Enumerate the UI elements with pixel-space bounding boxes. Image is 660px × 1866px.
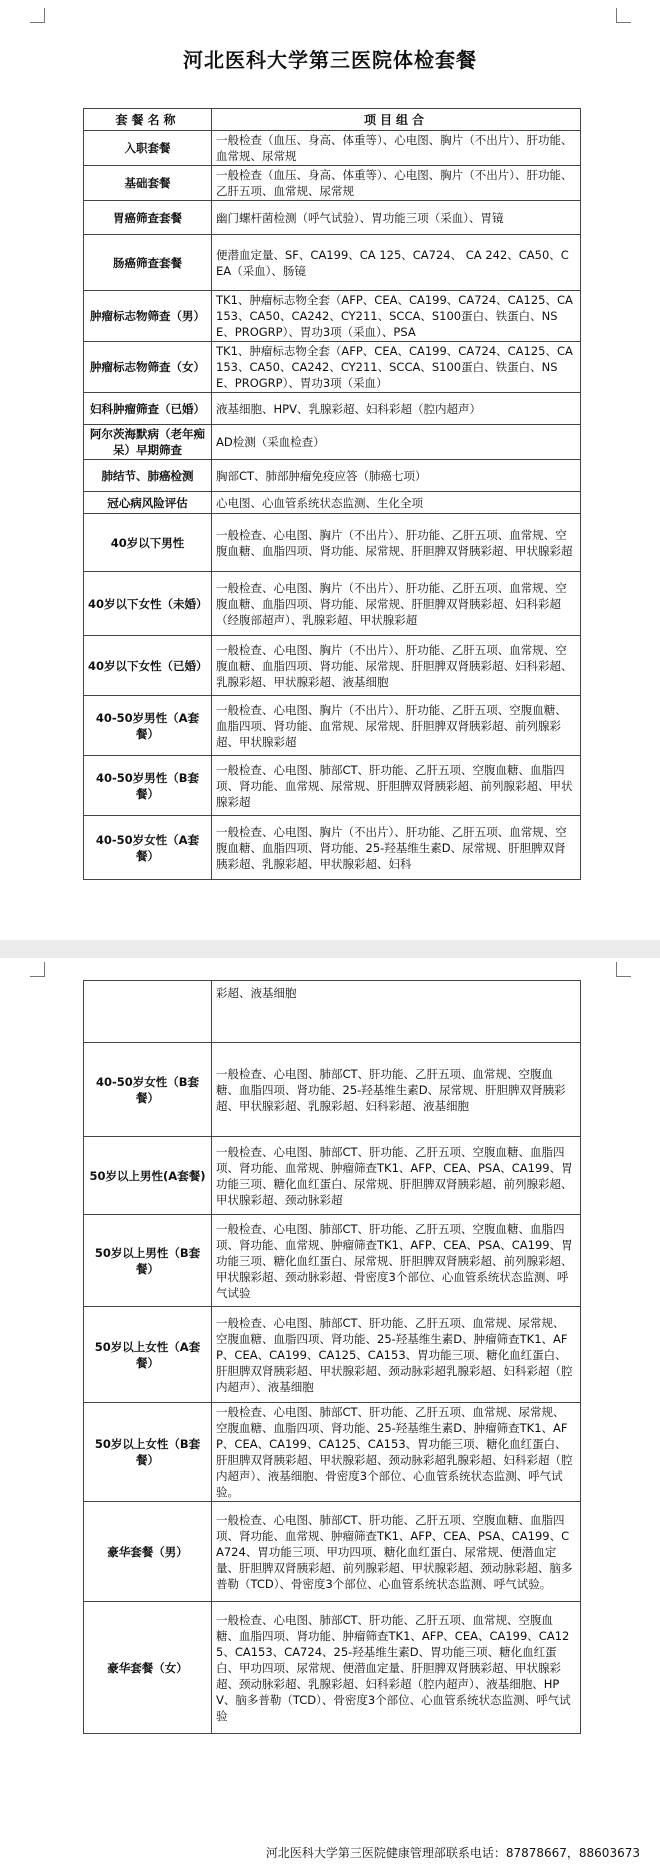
table-row xyxy=(84,1502,581,1602)
package-items: TK1、肿瘤标志物全套（AFP、CEA、CA199、CA724、CA125、CA153、CA50、CA242、CY211、SCCA、S100蛋白、铁蛋白、NSE、PROGRP）、胃功3项（采血）、PSA xyxy=(212,291,581,342)
crop-mark xyxy=(30,962,45,977)
page-gap xyxy=(0,940,660,958)
table-body xyxy=(84,131,581,880)
package-name: 50岁以上女性（A套餐） xyxy=(84,1307,212,1403)
package-name: 肠癌筛查套餐 xyxy=(84,235,212,291)
package-name: 50岁以上男性（B套餐） xyxy=(84,1215,212,1307)
table-row xyxy=(84,492,581,514)
package-table xyxy=(83,108,581,880)
table-row xyxy=(84,460,581,492)
package-items: 心电图、心血管系统状态监测、生化全项 xyxy=(212,492,581,514)
package-name: 40-50岁女性（A套餐） xyxy=(84,816,212,880)
table-row xyxy=(84,425,581,460)
package-items: 一般检查、心电图、肺部CT、肝功能、乙肝五项、空腹血糖、血脂四项、肾功能、血常规、肿瘤筛查TK1、AFP、CEA、PSA、CA199、胃功能三项、糖化血红蛋白、尿常规、肝胆脾双肾胰彩超、前列腺彩超、甲状腺彩超、颈动脉彩超、骨密度3个部位、心血管系统状态监测、呼气试验 xyxy=(212,1215,581,1307)
table-row xyxy=(84,572,581,636)
package-items: 一般检查（血压、身高、体重等）、心电图、胸片（不出片）、肝功能、乙肝五项、血常规、尿常规 xyxy=(212,166,581,201)
package-items: 一般检查（血压、身高、体重等）、心电图、胸片（不出片）、肝功能、血常规、尿常规 xyxy=(212,131,581,166)
package-name: 肿瘤标志物筛查（女） xyxy=(84,342,212,393)
table-row xyxy=(84,393,581,425)
package-name: 肿瘤标志物筛查（男） xyxy=(84,291,212,342)
table-row xyxy=(84,981,581,1043)
package-name: 入职套餐 xyxy=(84,131,212,166)
package-name: 妇科肿瘤筛查（已婚） xyxy=(84,393,212,425)
page-title: 河北医科大学第三医院体检套餐 xyxy=(183,48,477,72)
package-items: 胸部CT、肺部肿瘤免疫应答（肺癌七项） xyxy=(212,460,581,492)
package-name: 40岁以下女性（未婚） xyxy=(84,572,212,636)
package-items: AD检测（采血检查） xyxy=(212,425,581,460)
package-name: 50岁以上女性（B套餐） xyxy=(84,1403,212,1502)
document-page-2 xyxy=(0,958,660,1866)
table-row xyxy=(84,131,581,166)
table-row xyxy=(84,514,581,572)
package-name: 豪华套餐（男） xyxy=(84,1502,212,1602)
table-body xyxy=(84,981,581,1734)
header-items: 项目组合 xyxy=(212,109,581,131)
table-row xyxy=(84,342,581,393)
table-row xyxy=(84,201,581,235)
package-name: 肺结节、肺癌检测 xyxy=(84,460,212,492)
crop-mark xyxy=(616,8,631,23)
package-table-continued xyxy=(83,980,581,1734)
table-row xyxy=(84,816,581,880)
package-items: 一般检查、心电图、胸片（不出片）、肝功能、乙肝五项、血常规、空腹血糖、血脂四项、肾功能、尿常规、肝胆脾双肾胰彩超、妇科彩超（经腹部超声）、乳腺彩超、甲状腺彩超 xyxy=(212,572,581,636)
table-row xyxy=(84,636,581,696)
package-name: 50岁以上男性(A套餐) xyxy=(84,1137,212,1215)
package-items: 一般检查、心电图、胸片（不出片）、肝功能、乙肝五项、空腹血糖、血脂四项、肾功能、血常规、尿常规、肝胆脾双肾胰彩超、前列腺彩超、甲状腺彩超 xyxy=(212,696,581,756)
package-items: 一般检查、心电图、胸片（不出片）、肝功能、乙肝五项、血常规、空腹血糖、血脂四项、肾功能、尿常规、肝胆脾双肾胰彩超、甲状腺彩超 xyxy=(212,514,581,572)
package-name: 冠心病风险评估 xyxy=(84,492,212,514)
package-items: 一般检查、心电图、肺部CT、肝功能、乙肝五项、血常规、尿常规、空腹血糖、血脂四项、肾功能、25-羟基维生素D、肿瘤筛查TK1、AFP、CEA、CA199、CA125、CA153、胃功能三项、糖化血红蛋白、肝胆脾双肾胰彩超、甲状腺彩超、颈动脉彩超乳腺彩超、妇科彩超（腔内超声）、液基细胞、骨密度3个部位、心血管系统状态监测、呼气试验。 xyxy=(212,1403,581,1502)
table-row xyxy=(84,696,581,756)
package-name: 40-50岁女性（B套餐） xyxy=(84,1043,212,1137)
package-name: 豪华套餐（女） xyxy=(84,1602,212,1734)
table-row xyxy=(84,1403,581,1502)
package-name: 40岁以下女性（已婚） xyxy=(84,636,212,696)
table-row xyxy=(84,756,581,816)
package-items: 液基细胞、HPV、乳腺彩超、妇科彩超（腔内超声） xyxy=(212,393,581,425)
table-row xyxy=(84,1215,581,1307)
table-row xyxy=(84,166,581,201)
table-header-row xyxy=(84,109,581,131)
table-row xyxy=(84,1043,581,1137)
header-package-name: 套餐名称 xyxy=(84,109,212,131)
package-items: 一般检查、心电图、胸片（不出片）、肝功能、乙肝五项、血常规、空腹血糖、血脂四项、肾功能、尿常规、肝胆脾双肾胰彩超、妇科彩超、乳腺彩超、甲状腺彩超、液基细胞 xyxy=(212,636,581,696)
package-name: 胃癌筛查套餐 xyxy=(84,201,212,235)
table-row xyxy=(84,1137,581,1215)
package-items: 一般检查、心电图、肺部CT、肝功能、乙肝五项、空腹血糖、血脂四项、肾功能、血常规、肿瘤筛查TK1、AFP、CEA、PSA、CA199、胃功能三项、糖化血红蛋白、尿常规、肝胆脾双肾胰彩超、前列腺彩超、甲状腺彩超、颈动脉彩超 xyxy=(212,1137,581,1215)
contact-footer: 河北医科大学第三医院健康管理部联系电话：87878667，88603673 xyxy=(265,1846,640,1860)
package-items: 一般检查、心电图、胸片（不出片）、肝功能、乙肝五项、血常规、空腹血糖、血脂四项、肾功能、25-羟基维生素D、尿常规、肝胆脾双肾胰彩超、乳腺彩超、甲状腺彩超、妇科 xyxy=(212,816,581,880)
package-items: 便潜血定量、SF、CA199、CA 125、CA724、 CA 242、CA50、CEA（采血）、肠镜 xyxy=(212,235,581,291)
crop-mark xyxy=(30,8,45,23)
table-row xyxy=(84,1307,581,1403)
package-name: 40-50岁男性（A套餐） xyxy=(84,696,212,756)
package-items: 一般检查、心电图、肺部CT、肝功能、乙肝五项、血常规、空腹血糖、血脂四项、肾功能、肿瘤筛查TK1、AFP、CEA、CA199、CA125、CA153、CA724、25-羟基维生素D、胃功能三项、糖化血红蛋白、甲功四项、尿常规、便潜血定量、肝胆脾双肾胰彩超、甲状腺彩超、颈动脉彩超、乳腺彩超、妇科彩超（腔内超声）、液基细胞、HPV、脑多普勒（TCD）、骨密度3个部位、心血管系统状态监测、呼气试验 xyxy=(212,1602,581,1734)
package-items: 一般检查、心电图、肺部CT、肝功能、乙肝五项、血常规、尿常规、空腹血糖、血脂四项、肾功能、25-羟基维生素D、肿瘤筛查TK1、AFP、CEA、CA199、CA125、CA153、胃功能三项、糖化血红蛋白、肝胆脾双肾胰彩超、甲状腺彩超、颈动脉彩超乳腺彩超、妇科彩超（腔内超声）、液基细胞 xyxy=(212,1307,581,1403)
package-items: 一般检查、心电图、肺部CT、肝功能、乙肝五项、血常规、空腹血糖、血脂四项、肾功能、25-羟基维生素D、尿常规、肝胆脾双肾胰彩超、甲状腺彩超、乳腺彩超、妇科彩超、液基细胞 xyxy=(212,1043,581,1137)
package-name: 阿尔茨海默病（老年痴呆）早期筛查 xyxy=(84,425,212,460)
package-items: 彩超、液基细胞 xyxy=(212,981,581,1043)
crop-mark xyxy=(616,962,631,977)
package-items: 一般检查、心电图、肺部CT、肝功能、乙肝五项、空腹血糖、血脂四项、肾功能、血常规、尿常规、肝胆脾双肾胰彩超、前列腺彩超、甲状腺彩超 xyxy=(212,756,581,816)
package-name: 基础套餐 xyxy=(84,166,212,201)
table-row xyxy=(84,1602,581,1734)
package-items: 幽门螺杆菌检测（呼气试验）、胃功能三项（采血）、胃镜 xyxy=(212,201,581,235)
table-row xyxy=(84,291,581,342)
table-row xyxy=(84,235,581,291)
package-items: TK1、肿瘤标志物全套（AFP、CEA、CA199、CA724、CA125、CA153、CA50、CA242、CY211、SCCA、S100蛋白、铁蛋白、NSE、PROGRP）、胃功3项（采血） xyxy=(212,342,581,393)
package-name: 40-50岁男性（B套餐） xyxy=(84,756,212,816)
package-items: 一般检查、心电图、肺部CT、肝功能、乙肝五项、空腹血糖、血脂四项、肾功能、血常规、肿瘤筛查TK1、AFP、CEA、PSA、CA199、CA724、胃功能三项、甲功四项、糖化血红蛋白、尿常规、便潜血定量、肝胆脾双肾胰彩超、前列腺彩超、甲状腺彩超、颈动脉彩超、脑多普勒（TCD）、骨密度3个部位、心血管系统状态监测、呼气试验。 xyxy=(212,1502,581,1602)
package-name: 40岁以下男性 xyxy=(84,514,212,572)
package-name xyxy=(84,981,212,1043)
